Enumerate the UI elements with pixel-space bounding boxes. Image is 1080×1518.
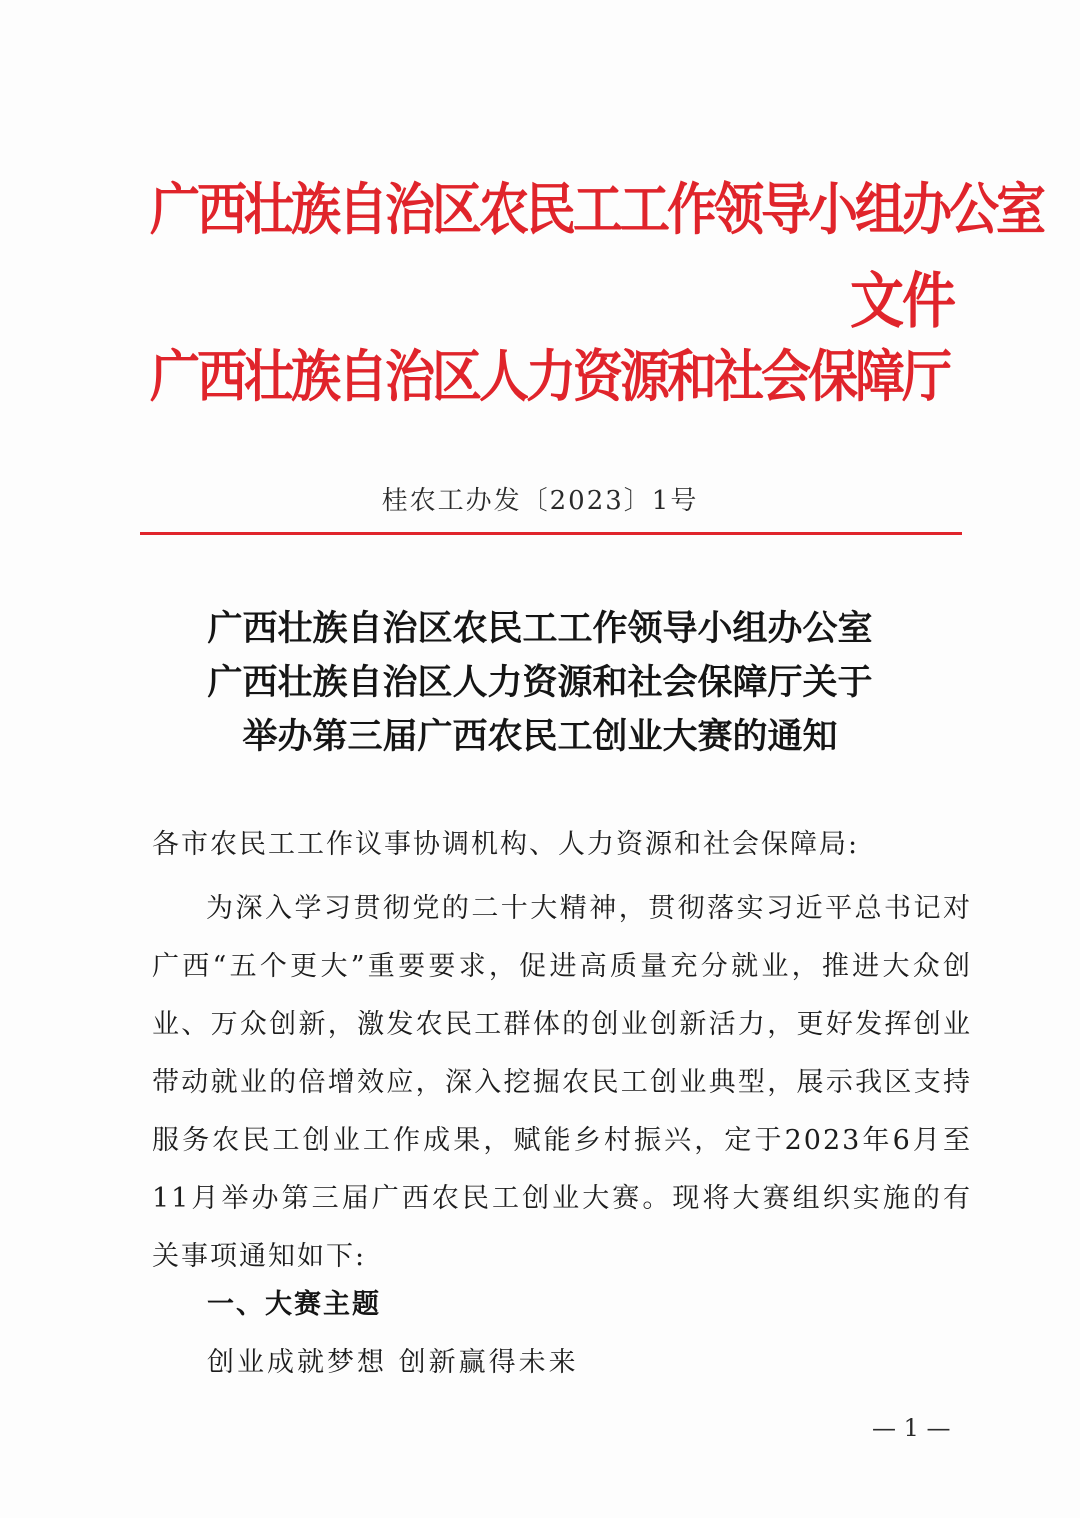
section-heading: 一、大赛主题 <box>207 1289 381 1320</box>
document-title <box>0 602 1080 764</box>
title-line-1: 广西壮族自治区农民工工作领导小组办公室 <box>207 609 873 649</box>
title-line-2: 广西壮族自治区人力资源和社会保障厅关于 <box>207 663 873 703</box>
document-number: 桂农工办发〔2023〕1号 <box>381 486 699 516</box>
issuer-name-2: 广西壮族自治区人力资源和社会保障厅 <box>150 343 949 410</box>
document-label: 文件 <box>850 264 954 336</box>
section-content: 创业成就梦想 创新赢得未来 <box>207 1347 579 1378</box>
page-number: — 1 — <box>872 1414 951 1442</box>
red-divider-line <box>140 532 962 535</box>
body-paragraph: 为深入学习贯彻党的二十大精神，贯彻落实习近平总书记对广西“五个更大”重要要求，促进高质量充分就业，推进大众创业、万众创新，激发农民工群体的创业创新活力，更好发挥创业带动就业的倍增效应，深入挖掘农民工创业典型，展示我区支持服务农民工创业工作成果，赋能乡村振兴，定于2023年6月至11月举办第三届广西农民工创业大赛。现将大赛组织实施的有关事项通知如下: <box>152 893 972 1272</box>
title-line-3: 举办第三届广西农民工创业大赛的通知 <box>242 717 838 757</box>
issuer-name-1: 广西壮族自治区农民工工作领导小组办公室 <box>150 176 1043 243</box>
salutation: 各市农民工工作议事协调机构、人力资源和社会保障局: <box>152 829 860 860</box>
